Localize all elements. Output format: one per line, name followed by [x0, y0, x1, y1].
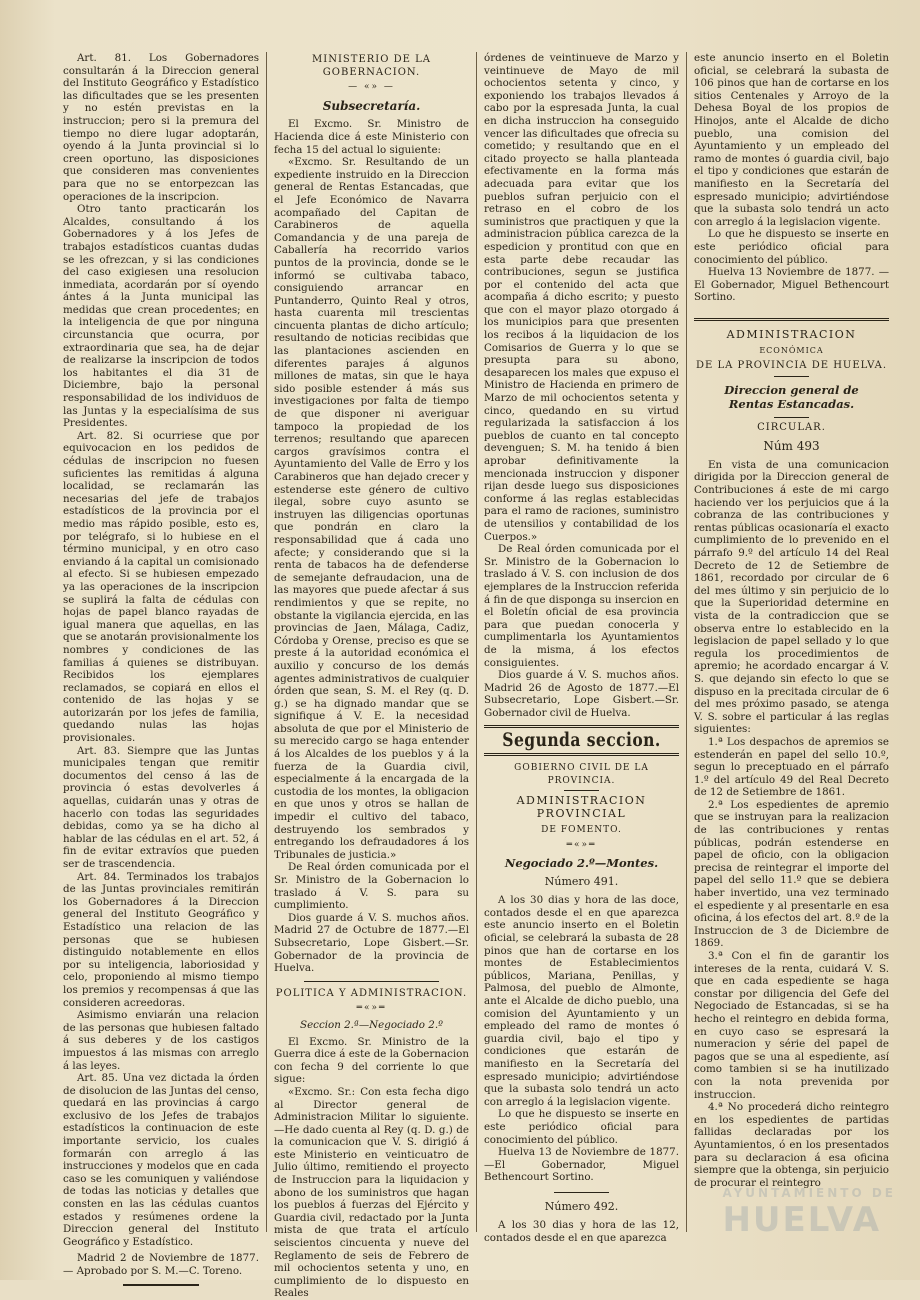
- paragraph: este anuncio inserto en el Boletin oficial, se celebrará la subasta de 106 pinos que han de cortarse en los sitios Centenales y Arroyo de la Dehesa Boyal de los propios de Hinojos, ante el Alcalde de dicho pueblo, una comision del Ayuntamiento y un empleado del ramo de montes ó guardia civil, bajo el tipo y condiciones que estarán de manifiesto en la Secretaría del espresado municipio; advirtiéndose que la subasta solo tendrá un acto con arreglo á la legislacion vigente.: [694, 52, 889, 228]
- subheading: Negociado 2.º—Montes.: [504, 855, 659, 870]
- divider: [774, 417, 809, 418]
- paragraph: A los 30 dias y hora de las 12, contados desde el en que aparezca: [484, 1219, 679, 1245]
- paragraph: De Real órden comunicada por el Sr. Ministro de la Gobernacion lo traslado á V. S. con inclusion de dos ejemplares de la Instruccion referida á fin de que disponga su insercion en el Boletín oficial de esa provincia para que puedan conocerla y cumplimentarla los Ayuntamientos de la misma, á los efectos consiguientes.: [484, 543, 679, 669]
- article-81: Art. 81. Los Gobernadores consultarán á la Direccion general del Instituto Geográfico y Estadístico las dificultades que se les presenten y no estén previstas en la instruccion; pero si la premura del tiempo no diere lugar adoptarán, oyendo á la Junta provincial si lo creen oportuno, las disposiciones que consideren mas convenientes para que no se entorpezcan las operaciones de la inscripcion.: [63, 52, 259, 203]
- divider: [564, 790, 599, 791]
- paragraph: Otro tanto practicarán los Alcaldes, consultando á los Gobernadores y á los Jefes de trabajos estadísticos cuantas dudas se les ofrezcan, y si las condiciones del caso exigiesen una resolucion inmediata, acordarán por sí oyendo ántes á la Junta municipal las medidas que crean procedentes; en la inteligencia de que por ninguna circunstancia que ocurra, por extraordinaria que sea, ha de dejar de realizarse la inscripcion de todos los habitantes el dia 31 de Diciembre, bajo la personal responsabilidad de los individuos de las Juntas y la especialísima de sus Presidentes.: [63, 203, 259, 430]
- paragraph: De Real órden comunicada por el Sr. Ministro de la Gobernacion lo traslado á V. S. para su cumplimiento.: [274, 861, 469, 912]
- section-heading: CIRCULAR.: [757, 421, 826, 433]
- paragraph: «Excmo. Sr.: Con esta fecha digo al Director general de Administracion Militar lo siguiente.—He dado cuenta al Rey (q. D. g.) de la comunicacion que V. S. dirigió á este Ministerio en veinticuatro de Julio último, remitiendo el proyecto de Instruccion para la liquidacion y abono de los suministros que hagan los pueblos á fuerzas del Ejército y Guardia civil, redactado por la Junta mista de que trata el artículo seiscientos cincuenta y nueve del Reglamento de seis de Febrero de mil ochocientos setenta y uno, en cumplimiento de lo dispuesto en Reales: [274, 1085, 469, 1300]
- rule-2: 2.ª Los espedientes de apremio que se instruyan para la realizacion de las contribuciones y rentas públicas, podrán estenderse en papel de oficio, con la obligacion precisa de reintegrar el importe del papel del sello 11.º que se debiera haber invertido, una vez terminado el espediente y al presentarle en esa oficina, á los efectos del art. 8.º de la Instruccion de 3 de Diciembre de 1869.: [694, 798, 889, 950]
- column-2: [266, 52, 476, 1300]
- section-heading: DE LA PROVINCIA DE HUELVA.: [695, 360, 888, 372]
- column-3: [476, 52, 686, 1245]
- divider: [123, 1284, 199, 1286]
- rule-1: 1.ª Los despachos de apremios se estenderán en papel del sello 10.º, segun lo preceptuado en el párrafo 1.º del artículo 49 del Real Decreto de 12 de Setiembre de 1861.: [694, 735, 889, 799]
- section-heading: ADMINISTRACION: [726, 327, 857, 341]
- paragraph: «Excmo. Sr. Resultando de un expediente instruido en la Direccion general de Rentas Estancadas, que el Jefe Económico de Navarra acompañado del Capitan de Carabineros de aquella Comandancia y de una pareja de Caballería ha recorrido varios puntos de la provincia, donde se le informó se cultivaba tabaco, consiguiendo arrancar en Puntanderro, Quinto Real y otros, hasta cuarenta mil trescientas cincuenta plantas de dicho artículo; resultando de noticias recibidas que las plantaciones ascienden en diferentes parajes á algunos millones de matas, sin que le haya sido posible estender á más sus investigaciones por falta de tiempo de que disponer ni averiguar tampoco la propiedad de los terrenos; resultando que aparecen cargos gravísimos contra el Ayuntamiento del Valle de Erro y los Carabineros que han dejado crecer y estenderse este género de cultivo ilegal, sobre cuyo asunto se instruyen las diligencias oportunas que pondrán en claro la responsabilidad que á cada uno afecte; y considerando que si la renta de tabacos ha de defenderse de semejante defraudacion, una de las mayores que puede afectar á sus rendimientos y que se repite, no obstante la vigilancia ejercida, en las provincias de Jaen, Málaga, Cadiz, Córdoba y Orense, preciso es que se preste á la autoridad económica el auxilio y concurso de los demás agentes administrativos de cualquier órden que sean, S. M. el Rey (q. D. g.) se ha dignado mandar que se signifique á V. E. la necesidad absoluta de que por el Ministerio de su merecido cargo se haga entender á los Alcaldes de los pueblos y á la fuerza de la Guardia civil, especialmente á la encargada de la custodia de los montes, la obligacion en que unos y otros se hallan de impedir el cultivo del tabaco, destruyendo los sembrados y entregando los defraudadores á los Tribunales de justicia.»: [274, 156, 469, 861]
- ornament: ═«»═: [566, 840, 597, 851]
- section-title: Segunda seccion.: [502, 729, 661, 752]
- divider: [694, 318, 889, 321]
- article-85: Art. 85. Una vez dictada la órden de disolucion de las Juntas del censo, quedará en las provincias á cargo exclusivo de los Jefes de trabajos estadísticos la continuacion de este importante servicio, los cuales formarán con arreglo á las instrucciones y modelos que en cada caso se les comuniquen y valiéndose de todas las noticias y detalles que consten en las las cédulas cuantos estados y resúmenes ordene la Direccion general del Instituto Geográfico y Estadístico.: [63, 1072, 259, 1248]
- article-84: Art. 84. Terminados los trabajos de las Juntas provinciales remitirán los Gobernadores á la Direccion general del Instituto Geográfico y Estadístico una relacion de las personas que se hubiesen distinguido notablemente en ellos por su inteligencia, laboriosidad y celo, proponiendo al mismo tiempo los premios y recompensas á que las consideren acreedoras.: [63, 870, 259, 1009]
- column-4: [686, 52, 896, 1232]
- signature: Madrid 2 de Noviembre de 1877.— Aprobado por S. M.—C. Toreno.: [63, 1252, 259, 1277]
- stamp-line: AYUNTAMIENTO DE: [722, 1186, 896, 1200]
- paragraph: Lo que he dispuesto se inserte en este periódico oficial para conocimiento del público.: [484, 1108, 679, 1146]
- ornament: ═«»═: [356, 1003, 387, 1014]
- rule-3: 3.ª Con el fin de garantir los intereses de la renta, cuidará V. S. que en cada espediente se haga constar por diligencia del Gefe del Negociado de Estancadas, si se ha hecho el reintegro en debida forma, en cuyo caso se espresará la numeracion y série del papel de pagos que se una al espediente, así como tambien si se ha inutilizado con la nota prevenida por instruccion.: [694, 950, 889, 1101]
- ornament: — «» —: [348, 82, 395, 93]
- divider: [554, 1192, 609, 1193]
- section-heading: POLITICA Y ADMINISTRACION.: [275, 987, 468, 999]
- paragraph: Asimismo enviarán una relacion de las personas que hubiesen faltado á sus deberes y de los castigos impuestos á las mismas con arreglo á las leyes.: [63, 1009, 259, 1072]
- section-heading: ECONÓMICA: [759, 346, 824, 356]
- signature: Huelva 13 Noviembre de 1877. —El Gobernador, Miguel Bethencourt Sortino.: [694, 266, 889, 304]
- stamp-line: HUELVA: [722, 1200, 882, 1240]
- article-83: Art. 83. Siempre que las Juntas municipales tengan que remitir documentos del censo á las de provincia ó estas devolverles á aquellas, cuidarán unas y otras de hacerlo con todas las seguridades debidas, como ya se ha dicho al hablar de las cédulas en el art. 52, á fin de evitar extravíos que pueden ser de trascendencia.: [63, 744, 259, 870]
- paragraph: El Excmo. Sr. Ministro de la Guerra dice á este de la Gobernacion con fecha 9 del corriente lo que sigue:: [274, 1035, 469, 1086]
- paragraph: A los 30 dias y hora de las doce, contados desde el en que aparezca este anuncio inserto en el Boletin oficial, se celebrará la subasta de 28 pinos que han de cortarse en los montes de Establecimientos públicos, Mariana, Penillas, y Palmosa, del pueblo de Almonte, ante el Alcalde de dicho pueblo, una comision del Ayuntamiento y un empleado del ramo de montes ó guardia civil, bajo el tipo y condiciones que estarán de manifiesto en la Secretaría del espresado municipio; advirtiéndose que la subasta solo tendrá un acto con arreglo á la legislacion vigente.: [484, 894, 679, 1108]
- divider: [304, 981, 439, 982]
- subheading: Direccion general de Rentas Estancadas.: [724, 382, 859, 411]
- columns: [56, 52, 906, 1300]
- number-label: Número 492.: [544, 1199, 619, 1213]
- divider: [484, 753, 679, 756]
- section-heading: DE FOMENTO.: [541, 825, 622, 836]
- number-label: Núm 493: [763, 439, 820, 454]
- signature: Huelva 13 de Noviembre de 1877.—El Gobernador, Miguel Bethencourt Sortino.: [484, 1146, 679, 1184]
- rule-4: 4.ª No procederá dicho reintegro en los espedientes de partidas fallidas declaradas por los Ayuntamientos, ó en los presentados para su declaracion á esa oficina siempre que la obtenga, sin perjuicio de procurar el reintegro: [694, 1101, 889, 1189]
- paragraph: En vista de una comunicacion dirigida por la Direccion general de Contribuciones á este de mi cargo haciendo ver los perjuicios que á la cobranza de las contribuciones y rentas públicas ocasionaría el exacto cumplimiento de lo prevenido en el párrafo 9.º del artículo 14 del Real Decreto de 12 de Setiembre de 1861, recordado por circular de 6 del mes último y sin perjuicio de lo que la Superioridad determine en vista de la contradiccion que se observa entre lo establecido en la legislacion de papel sellado y lo que regula los procedimientos de apremio; he acordado encargar á V. S. que dejando sin efecto lo que se dispuso en la precitada circular de 6 del mes próximo pasado, se atenga V. S. sobre el particular á las reglas siguientes:: [694, 458, 889, 736]
- paragraph: Dios guarde á V. S. muchos años. Madrid 27 de Octubre de 1877.—El Subsecretario, Lope Gisbert.—Sr. Gobernador de la provincia de Huelva.: [274, 911, 469, 975]
- section-heading: MINISTERIO DE LA GOBERNACION.: [312, 54, 431, 78]
- divider: [484, 725, 679, 728]
- section-heading: ADMINISTRACION PROVINCIAL: [516, 794, 647, 820]
- subheading: Subsecretaría.: [322, 98, 421, 113]
- paragraph: Dios guarde á V. S. muchos años. Madrid 26 de Agosto de 1877.—El Subsecretario, Lope Gisbert.—Sr. Gobernador civil de Huelva.: [484, 669, 679, 719]
- divider: [774, 376, 809, 377]
- section-heading: GOBIERNO CIVIL DE LA PROVINCIA.: [514, 763, 649, 786]
- watermark-stamp: [722, 1186, 896, 1240]
- paragraph: órdenes de veintinueve de Marzo y veintinueve de Mayo de mil ochocientos setenta y cinco, y exponiendo los trabajos llevados á cabo por la espresada Junta, la cual en dicha instruccion ha conseguido vencer las dificultades que ofrecia su cometido; y resultando que en el citado proyecto se halla planteada efectivamente en la forma más adecuada para evitar que los pueblos sufran perjuicio con el retraso en el cobro de los suministros que practiquen y que la administracion pública carezca de la espedicion y prontitud con que en esta parte debe recaudar las contribuciones, segun se justifica por el contenido del acta que acompaña á dicho escrito; y puesto que con el mayor plazo otorgado á los municipios para que presenten los recibos á la liquidacion de los Comisarios de Guerra y lo que se presupta para su abono, desaparecen los males que expuso el Ministro de Hacienda en primero de Marzo de mil ochocientos setenta y cinco, quedando en su virtud regularizada la satisfaccion á los pueblos de cuanto en tal concepto devenguen; S. M. ha tenido á bien aprobar definitivamente la mencionada instruccion y disponer rijan desde luego sus disposiciones conforme á las reglas establecidas para el ramo de raciones, suministro de utensilios y contabilidad de los Cuerpos.»: [484, 52, 679, 543]
- column-1: [56, 52, 266, 1277]
- paragraph: El Excmo. Sr. Ministro de Hacienda dice á este Ministerio con fecha 15 del actual lo siguiente:: [274, 118, 469, 156]
- subheading: Seccion 2.ª—Negociado 2.º: [300, 1018, 443, 1031]
- article-82: Art. 82. Si ocurriese que por equivocacion en los pedidos de cédulas de inscripcion no fuesen suficientes las remitidas á alguna localidad, se reclamarán las necesarias del jefe de trabajos estadísticos de la provincia por el medio mas rápido posible, esto es, por telégrafo, si lo hubiese en el término municipal, y en otro caso enviando á la capital un comisionado al efecto. Si se hubiesen empezado ya las operaciones de la inscripcion se suplirá la falta de cédulas con hojas de papel blanco rayadas de igual manera que aquellas, en las que se anotarán provisionalmente los nombres y condiciones de las familias á quienes se distribuyan. Recibidos los ejemplares reclamados, se copiará en ellos el contenido de las hojas y se autorizarán por los jefes de familia, quedando nulas las hojas provisionales.: [63, 429, 259, 745]
- number-label: Número 491.: [544, 874, 619, 888]
- paragraph: Lo que he dispuesto se inserte en este periódico oficial para conocimiento del público.: [694, 228, 889, 266]
